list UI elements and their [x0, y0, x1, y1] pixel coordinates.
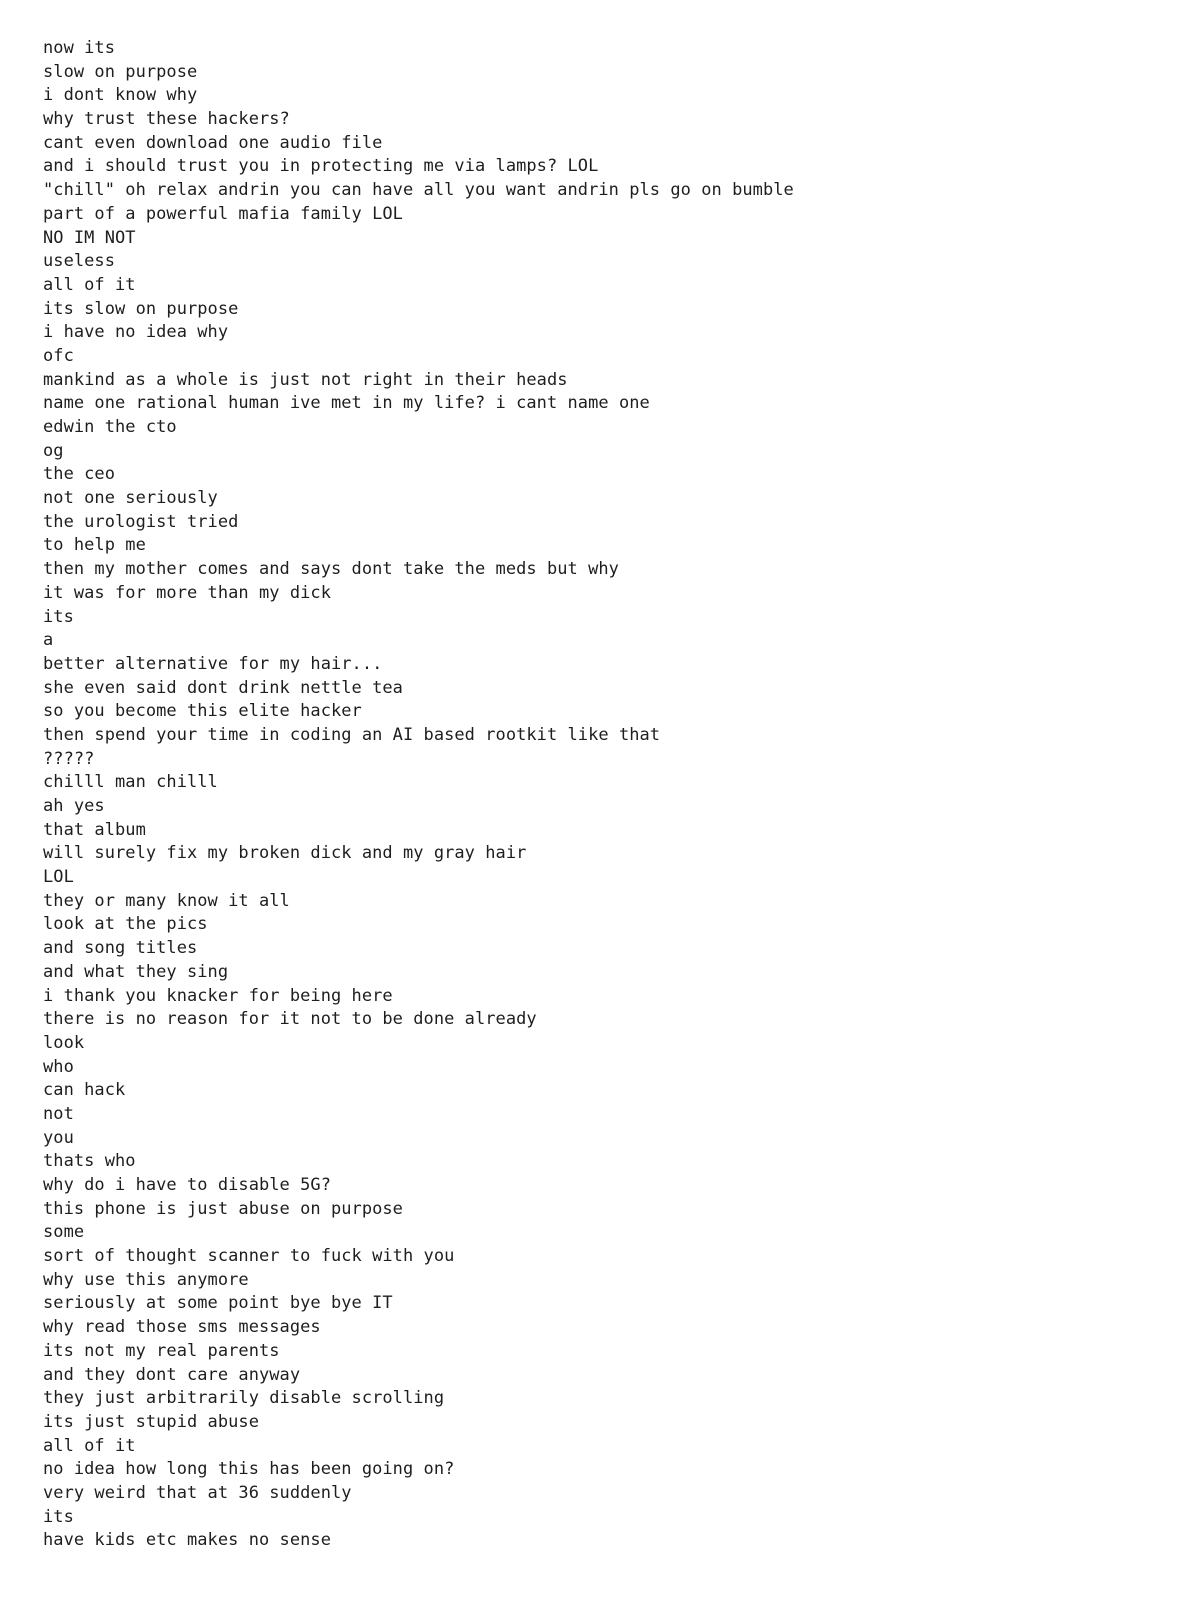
text-line: its — [43, 1506, 74, 1527]
text-line: they just arbitrarily disable scrolling — [43, 1388, 445, 1409]
text-line: no idea how long this has been going on? — [43, 1459, 455, 1480]
text-line: "chill" oh relax andrin you can have all you want andrin pls go on bumble — [43, 180, 794, 201]
text-line: NO IM NOT — [43, 227, 136, 248]
text-line: LOL — [43, 867, 74, 888]
text-line: the urologist tried — [43, 511, 239, 532]
text-line: slow on purpose — [43, 61, 198, 82]
text-line: not — [43, 1103, 74, 1124]
text-line: this phone is just abuse on purpose — [43, 1198, 403, 1219]
text-line: have kids etc makes no sense — [43, 1530, 331, 1551]
text-line: i have no idea why — [43, 322, 229, 343]
text-line: chilll man chilll — [43, 772, 218, 793]
text-line: ofc — [43, 345, 74, 366]
text-line: why do i have to disable 5G? — [43, 1175, 331, 1195]
text-line: og — [43, 440, 64, 461]
text-line: its slow on purpose — [43, 298, 239, 319]
text-line: you — [43, 1127, 74, 1148]
text-line: cant even download one audio file — [43, 132, 383, 153]
text-line: edwin the cto — [43, 417, 177, 437]
text-line: ????? — [43, 748, 95, 769]
text-line: the ceo — [43, 464, 115, 485]
text-line: she even said dont drink nettle tea — [43, 677, 403, 698]
text-line: why use this anymore — [43, 1269, 249, 1290]
text-line: better alternative for my hair... — [43, 653, 383, 674]
text-line: now its — [43, 38, 115, 58]
text-line: and they dont care anyway — [43, 1364, 301, 1385]
text-line: ah yes — [43, 796, 105, 816]
text-document — [43, 37, 794, 1553]
text-line: all of it — [43, 1435, 136, 1456]
text-line: i dont know why — [43, 85, 198, 106]
text-line: part of a powerful mafia family LOL — [43, 203, 403, 224]
text-line: and song titles — [43, 938, 198, 959]
text-line: they or many know it all — [43, 890, 290, 911]
text-line: and i should trust you in protecting me via lamps? LOL — [43, 156, 599, 177]
text-line: i thank you knacker for being here — [43, 985, 393, 1006]
text-line: not one seriously — [43, 488, 218, 509]
text-line: so you become this elite hacker — [43, 701, 362, 722]
text-line: to help me — [43, 535, 146, 556]
text-line: it was for more than my dick — [43, 582, 331, 603]
text-line: name one rational human ive met in my life? i cant name one — [43, 393, 650, 414]
text-line: useless — [43, 251, 115, 272]
text-line: that album — [43, 819, 146, 840]
text-line: its — [43, 606, 74, 627]
text-line: some — [43, 1222, 85, 1243]
text-line: sort of thought scanner to fuck with you — [43, 1246, 455, 1267]
text-line: very weird that at 36 suddenly — [43, 1482, 352, 1503]
text-line: why trust these hackers? — [43, 109, 290, 130]
text-line: seriously at some point bye bye IT — [43, 1293, 393, 1314]
text-line: a — [43, 630, 54, 651]
text-line: there is no reason for it not to be done already — [43, 1009, 537, 1030]
text-line: then my mother comes and says dont take the meds but why — [43, 559, 619, 580]
text-line: can hack — [43, 1080, 126, 1101]
text-line: then spend your time in coding an AI based rootkit like that — [43, 724, 661, 745]
text-line: why read those sms messages — [43, 1317, 321, 1338]
text-line: look — [43, 1032, 85, 1053]
text-line: and what they sing — [43, 961, 229, 982]
text-line: its not my real parents — [43, 1340, 280, 1361]
text-line: who — [43, 1056, 74, 1077]
text-line: look at the pics — [43, 914, 208, 935]
text-line: will surely fix my broken dick and my gray hair — [43, 843, 527, 864]
text-line: its just stupid abuse — [43, 1411, 259, 1432]
text-line: all of it — [43, 274, 136, 295]
text-line: mankind as a whole is just not right in their heads — [43, 369, 568, 390]
text-line: thats who — [43, 1151, 136, 1172]
